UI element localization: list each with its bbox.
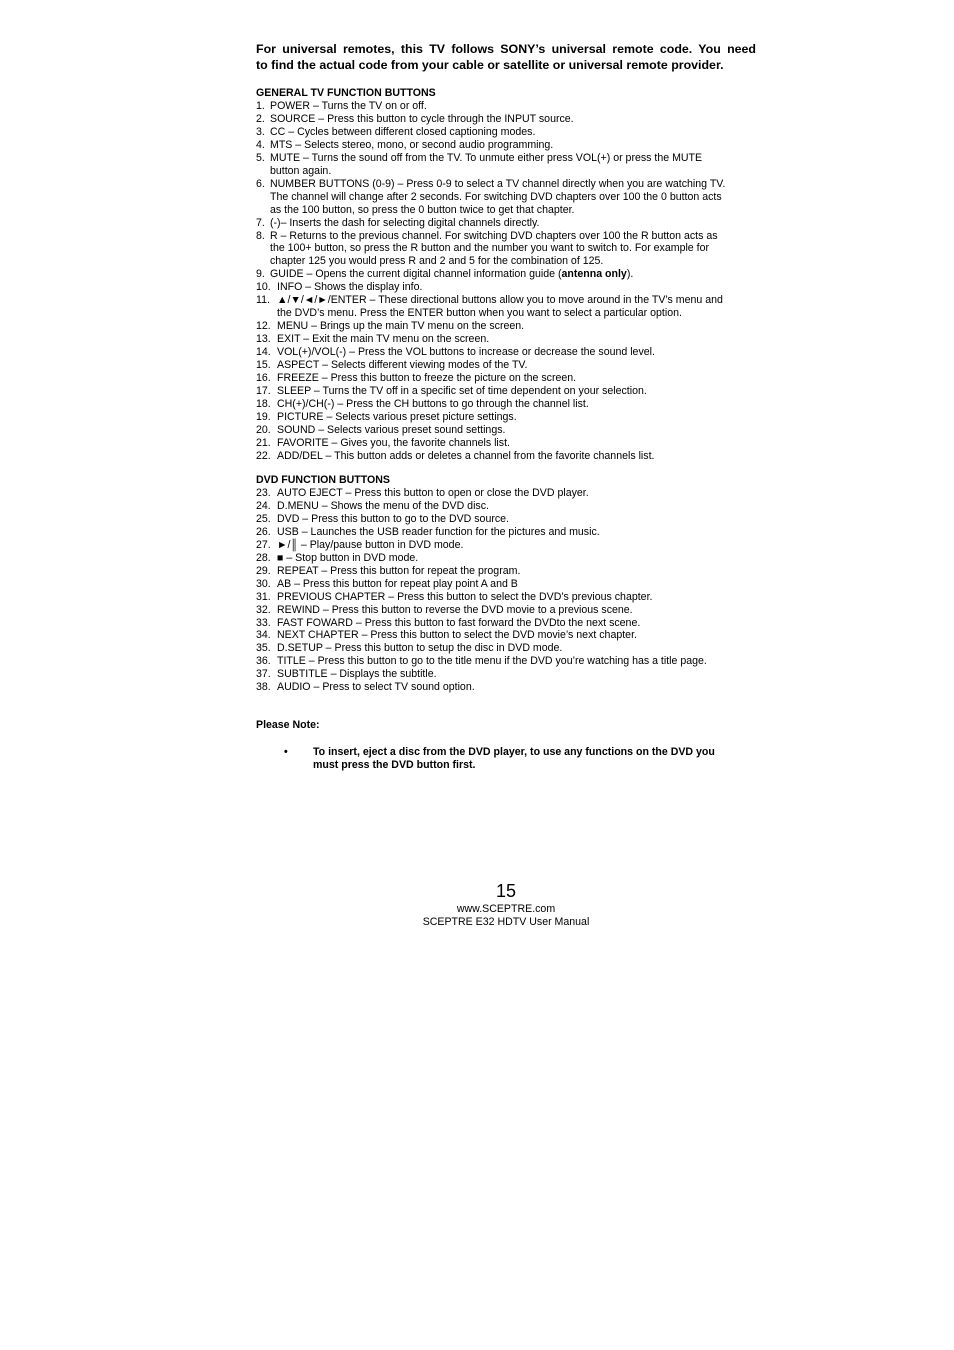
list-item-number: 18. [256, 397, 271, 410]
list-item-number: 34. [256, 629, 271, 642]
list-item [256, 655, 766, 668]
footer-website: www.SCEPTRE.com [456, 903, 556, 915]
footer-manual-title: SCEPTRE E32 HDTV User Manual [422, 916, 590, 928]
list-item [256, 539, 766, 552]
list-item [256, 333, 766, 346]
list-item-text: SOUND – Selects various preset sound settings. [277, 423, 506, 436]
list-item-text-bold: antenna only [561, 268, 627, 281]
list-item [256, 552, 766, 565]
list-item-number: 22. [256, 449, 271, 462]
list-item [256, 565, 766, 578]
list-item-number: 29. [256, 564, 271, 577]
list-item-number: 30. [256, 577, 271, 590]
list-item [256, 152, 766, 178]
list-item-text: NEXT CHAPTER – Press this button to select the DVD movie’s next chapter. [277, 629, 637, 642]
list-item-number: 7. [256, 216, 265, 229]
list-item-text [270, 268, 766, 281]
list-item-text: VOL(+)/VOL(-) – Press the VOL buttons to increase or decrease the sound level. [277, 346, 655, 359]
list-item-number: 6. [256, 177, 265, 190]
list-item [256, 230, 766, 269]
list-item-number: 10. [256, 281, 271, 294]
please-note-heading: Please Note: [256, 719, 320, 731]
list-item [256, 126, 766, 139]
list-item [256, 217, 766, 230]
list-item-number: 21. [256, 436, 271, 449]
list-item-number: 35. [256, 642, 271, 655]
list-item-number: 25. [256, 512, 271, 525]
list-item-number: 13. [256, 333, 271, 346]
note-bullet-item [284, 746, 754, 771]
list-item-number: 9. [256, 268, 265, 281]
list-item-text: D.SETUP – Press this button to setup the disc in DVD mode. [277, 642, 563, 655]
list-item [256, 100, 766, 113]
list-item-text: ■ – Stop button in DVD mode. [277, 551, 419, 564]
list-item-text: ADD/DEL – This button adds or deletes a channel from the favorite channels list. [277, 449, 655, 462]
list-item-text: FAVORITE – Gives you, the favorite channels list. [277, 436, 510, 449]
list-item-text: AUDIO – Press to select TV sound option. [277, 681, 475, 694]
list-item-number: 26. [256, 525, 271, 538]
list-item-number: 20. [256, 423, 271, 436]
list-item-text: D.MENU – Shows the menu of the DVD disc. [277, 499, 489, 512]
list-item [256, 487, 766, 500]
list-item-text: (-)– Inserts the dash for selecting digital channels directly. [270, 216, 540, 229]
list-item-number: 12. [256, 320, 271, 333]
list-item-number: 14. [256, 346, 271, 359]
list-item-number: 1. [256, 100, 265, 112]
list-item-number: 16. [256, 372, 271, 385]
list-item [256, 385, 766, 398]
list-item-text: REWIND – Press this button to reverse the DVD movie to a previous scene. [277, 603, 633, 616]
list-item [256, 281, 766, 294]
general-function-list [256, 100, 766, 463]
list-item-number: 37. [256, 668, 271, 681]
list-item-text-end: ). [626, 268, 634, 281]
list-item [256, 346, 766, 359]
list-item-text: PREVIOUS CHAPTER – Press this button to select the DVD’s previous chapter. [277, 590, 653, 603]
list-item [256, 500, 766, 513]
list-item-number: 4. [256, 138, 265, 151]
list-item-number: 27. [256, 538, 271, 551]
list-item-text: R – Returns to the previous channel. For switching DVD chapters over 100 the R button acts as the 100+ button, so press the R button and the number you want to switch to. For example for chapter 125 you would press R and 2 and 5 for the combination of 125. [270, 229, 718, 268]
list-item-number: 24. [256, 499, 271, 512]
list-item-text: TITLE – Press this button to go to the title menu if the DVD you’re watching has a title page. [277, 655, 707, 668]
list-item-text: MUTE – Turns the sound off from the TV. To unmute either press VOL(+) or press the MUTE button again. [270, 151, 703, 177]
list-item [256, 372, 766, 385]
dvd-function-list [256, 487, 766, 694]
list-item [256, 320, 766, 333]
list-item-text: POWER – Turns the TV on or off. [270, 100, 427, 112]
list-item-text: AB – Press this button for repeat play point A and B [277, 577, 518, 590]
list-item [256, 411, 766, 424]
list-item [256, 681, 766, 694]
list-item-text: DVD – Press this button to go to the DVD source. [277, 512, 509, 525]
list-item [256, 591, 766, 604]
list-item-number: 15. [256, 359, 271, 372]
page-number: 15 [495, 881, 517, 901]
intro-line-2: to find the actual code from your cable or satellite or universal remote provider. [256, 57, 724, 72]
list-item-number: 31. [256, 590, 271, 603]
list-item-text: INFO – Shows the display info. [277, 281, 423, 294]
list-item-text: ▲/▼/◄/►/ENTER – These directional buttons allow you to move around in the TV’s menu and the DVD’s menu. Press the ENTER button when you want to select a particular option. [277, 294, 723, 320]
note-text: To insert, eject a disc from the DVD player, to use any functions on the DVD you must press the DVD button first. [313, 746, 715, 771]
list-item [256, 604, 766, 617]
list-item-text: USB – Launches the USB reader function for the pictures and music. [277, 525, 600, 538]
list-item-text: PICTURE – Selects various preset picture settings. [277, 410, 517, 423]
list-item [256, 642, 766, 655]
universal-remote-note [256, 42, 756, 73]
list-item [256, 424, 766, 437]
list-item-number: 23. [256, 487, 271, 499]
list-item [256, 398, 766, 411]
list-item [256, 668, 766, 681]
list-item-number: 19. [256, 410, 271, 423]
list-item-number: 3. [256, 125, 265, 138]
list-item [256, 437, 766, 450]
list-item-number: 5. [256, 151, 265, 164]
list-item-text: FAST FOWARD – Press this button to fast forward the DVDto the next scene. [277, 616, 641, 629]
list-item-number: 38. [256, 681, 271, 694]
list-item-number: 32. [256, 603, 271, 616]
list-item-number: 11. [256, 294, 270, 307]
list-item-number: 33. [256, 616, 271, 629]
list-item [256, 178, 766, 217]
bullet-icon: • [284, 746, 288, 758]
list-item-text: FREEZE – Press this button to freeze the picture on the screen. [277, 372, 577, 385]
list-item-text: CH(+)/CH(-) – Press the CH buttons to go through the channel list. [277, 397, 589, 410]
list-item [256, 139, 766, 152]
general-section-heading: GENERAL TV FUNCTION BUTTONS [256, 87, 436, 99]
list-item-number: 17. [256, 384, 271, 397]
list-item [256, 617, 766, 630]
list-item-text: ASPECT – Selects different viewing modes of the TV. [277, 359, 528, 372]
list-item-number: 2. [256, 112, 265, 125]
list-item [256, 268, 766, 281]
list-item-text: MTS – Selects stereo, mono, or second audio programming. [270, 138, 554, 151]
list-item-text: SUBTITLE – Displays the subtitle. [277, 668, 437, 681]
list-item-text: NUMBER BUTTONS (0-9) – Press 0-9 to select a TV channel directly when you are watching TV. The channel will change after 2 seconds. For switching DVD chapters over 100 the 0 button acts as the 100 button, so press the 0 button twice to get that chapter. [270, 177, 726, 216]
list-item [256, 113, 766, 126]
list-item [256, 294, 766, 320]
list-item-text: SLEEP – Turns the TV off in a specific set of time dependent on your selection. [277, 384, 647, 397]
list-item-text: ►/║ – Play/pause button in DVD mode. [277, 538, 464, 551]
list-item-number: 36. [256, 655, 271, 668]
list-item [256, 450, 766, 463]
list-item-text: CC – Cycles between different closed captioning modes. [270, 125, 536, 138]
dvd-section-heading: DVD FUNCTION BUTTONS [256, 474, 390, 486]
list-item [256, 526, 766, 539]
list-item-text: EXIT – Exit the main TV menu on the screen. [277, 333, 490, 346]
list-item [256, 578, 766, 591]
list-item [256, 513, 766, 526]
list-item-text: SOURCE – Press this button to cycle through the INPUT source. [270, 112, 574, 125]
list-item [256, 359, 766, 372]
list-item-text-start: GUIDE – Opens the current digital channel information guide ( [270, 268, 562, 281]
list-item [256, 629, 766, 642]
list-item-text: MENU – Brings up the main TV menu on the screen. [277, 320, 525, 333]
list-item-number: 28. [256, 551, 271, 564]
list-item-text: AUTO EJECT – Press this button to open or close the DVD player. [277, 487, 589, 499]
intro-line-1: For universal remotes, this TV follows SONY’s universal remote code. You need [256, 42, 756, 56]
list-item-text: REPEAT – Press this button for repeat the program. [277, 564, 521, 577]
list-item-number: 8. [256, 229, 265, 242]
